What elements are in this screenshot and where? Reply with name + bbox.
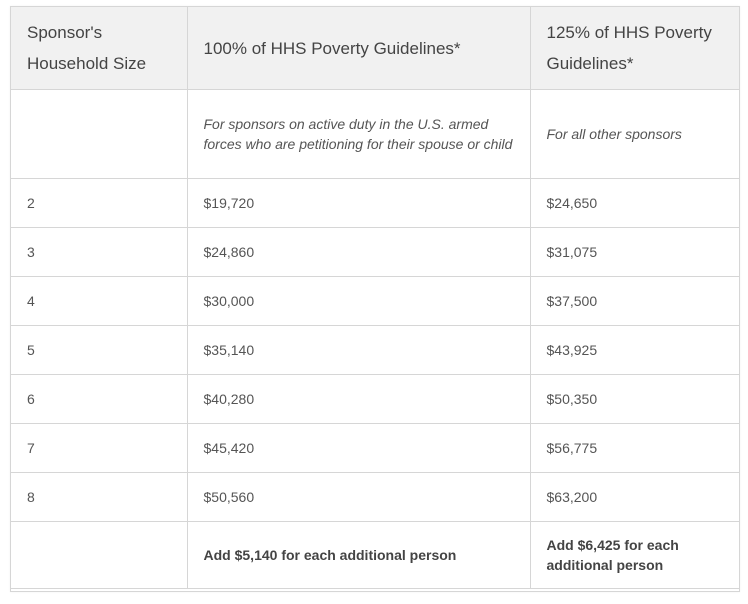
household-size-cell: 3 <box>11 228 187 277</box>
household-size-cell: 2 <box>11 179 187 228</box>
header-125-percent <box>530 7 739 90</box>
income-125-percent-cell: $63,200 <box>530 473 739 522</box>
household-size-cell: 7 <box>11 424 187 473</box>
footer-row <box>11 522 739 589</box>
income-125-percent-cell: $31,075 <box>530 228 739 277</box>
footer-cell-100-percent: Add $5,140 for each additional person <box>187 522 530 589</box>
note-cell-household-size <box>11 90 187 179</box>
income-100-percent-cell: $19,720 <box>187 179 530 228</box>
income-125-percent-cell: $50,350 <box>530 375 739 424</box>
table-row <box>11 326 739 375</box>
header-100-percent <box>187 7 530 90</box>
table-row <box>11 375 739 424</box>
income-100-percent-cell: $30,000 <box>187 277 530 326</box>
table-row <box>11 473 739 522</box>
income-100-percent-cell: $50,560 <box>187 473 530 522</box>
income-125-percent-cell: $37,500 <box>530 277 739 326</box>
note-row <box>11 90 739 179</box>
note-cell-100-percent: For sponsors on active duty in the U.S. armed forces who are petitioning for their spouse or child <box>187 90 530 179</box>
household-size-cell: 4 <box>11 277 187 326</box>
income-100-percent-cell: $40,280 <box>187 375 530 424</box>
income-125-percent-cell: $24,650 <box>530 179 739 228</box>
poverty-guidelines-table <box>11 7 739 589</box>
note-cell-125-percent: For all other sponsors <box>530 90 739 179</box>
household-size-cell: 8 <box>11 473 187 522</box>
poverty-guidelines-table-container <box>10 6 740 592</box>
income-100-percent-cell: $35,140 <box>187 326 530 375</box>
footer-cell-125-percent: Add $6,425 for each additional person <box>530 522 739 589</box>
income-100-percent-cell: $24,860 <box>187 228 530 277</box>
income-125-percent-cell: $56,775 <box>530 424 739 473</box>
household-size-cell: 6 <box>11 375 187 424</box>
income-100-percent-cell: $45,420 <box>187 424 530 473</box>
household-size-cell: 5 <box>11 326 187 375</box>
header-125-percent-label: 125% of HHS Poverty Guidelines* <box>546 23 712 73</box>
table-row <box>11 277 739 326</box>
table-row <box>11 424 739 473</box>
table-row <box>11 179 739 228</box>
footer-cell-household-size <box>11 522 187 589</box>
header-household-size <box>11 7 187 90</box>
table-row <box>11 228 739 277</box>
header-row <box>11 7 739 90</box>
header-100-percent-label: 100% of HHS Poverty Guidelines* <box>203 38 461 58</box>
income-125-percent-cell: $43,925 <box>530 326 739 375</box>
header-household-size-label: Sponsor's Household Size <box>27 23 147 73</box>
